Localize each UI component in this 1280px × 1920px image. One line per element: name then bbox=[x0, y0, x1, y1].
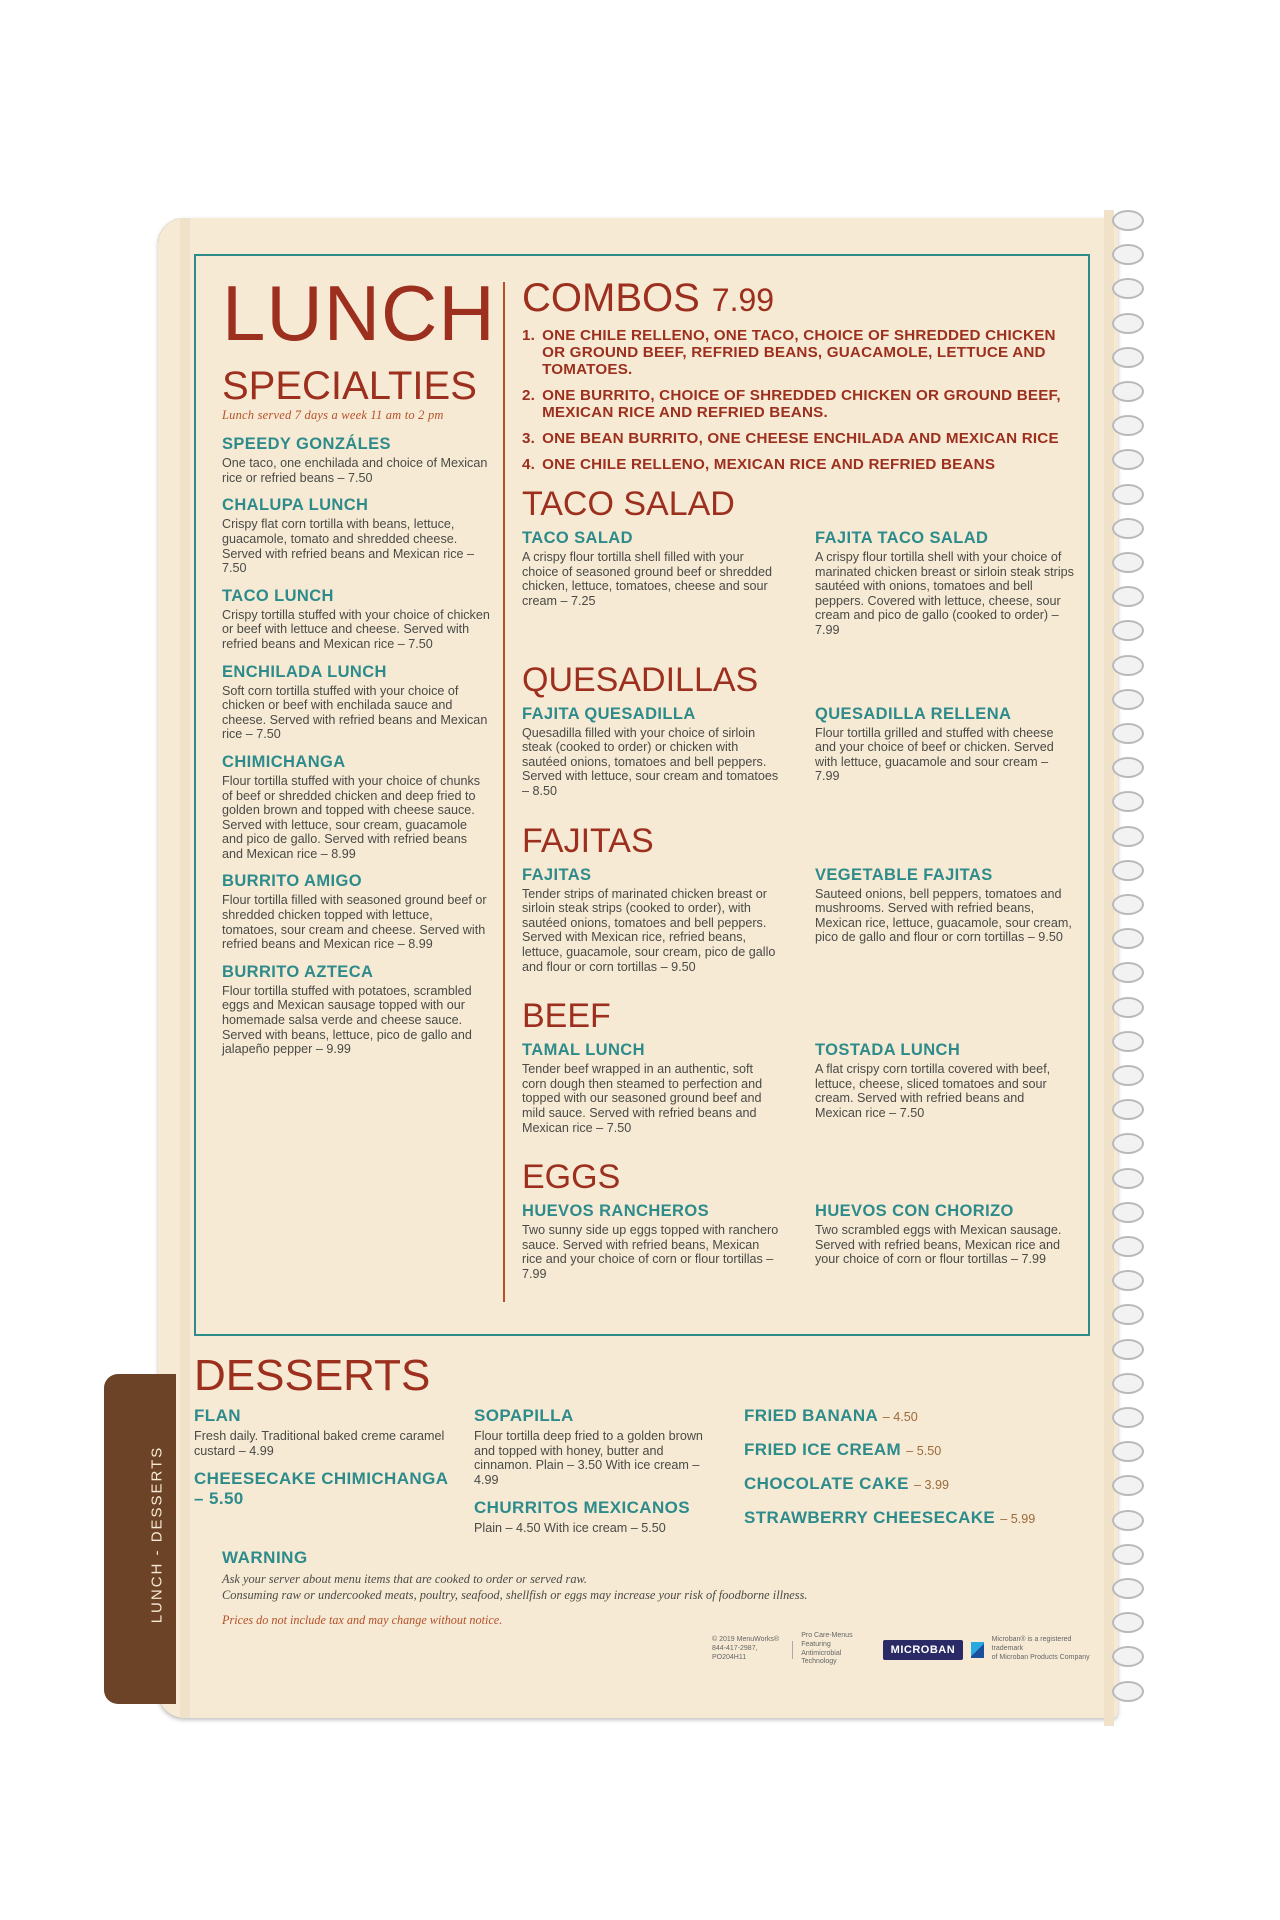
menu-item-description: Crispy tortilla stuffed with your choice of chicken or beef with lettuce and cheese. Served with refried beans and Mexican rice – 7.50 bbox=[222, 607, 490, 651]
spiral-ring bbox=[1112, 313, 1144, 334]
menu-item-description: Tender strips of marinated chicken breast or sirloin steak strips (cooked to order), with sautéed onions, tomatoes and bell peppers. Served with Mexican rice, refried beans, lettuce, guacamole, sour cream, pico de gallo and flour or corn tortillas – 9.50 bbox=[522, 886, 776, 974]
spiral-ring bbox=[1112, 1646, 1144, 1667]
footer-tech-line-1: Pro Care-Menus Featuring bbox=[801, 1632, 853, 1648]
spiral-ring bbox=[1112, 244, 1144, 265]
menu-section-column-right bbox=[815, 529, 1074, 649]
spiral-ring bbox=[1112, 689, 1144, 710]
spiral-ring bbox=[1112, 894, 1144, 915]
menu-item bbox=[222, 872, 490, 951]
menu-item-description: Flour tortilla stuffed with potatoes, scrambled eggs and Mexican sausage topped with our homemade salsa verde and cheese sauce. Served with beans, lettuce, pico de gallo and jalapeño pepper – 9.99 bbox=[222, 983, 472, 1057]
combo-item bbox=[522, 456, 1074, 473]
menu-item-description: Two sunny side up eggs topped with ranchero sauce. Served with refried beans, Mexican rice and your choice of corn or flour tortillas – 7.99 bbox=[522, 1223, 779, 1281]
dessert-name: CHEESECAKE CHIMICHANGA – 5.50 bbox=[194, 1469, 448, 1509]
desserts-column-2 bbox=[474, 1354, 722, 1547]
spiral-ring bbox=[1112, 757, 1144, 778]
combo-number: 4. bbox=[522, 456, 536, 474]
spiral-ring bbox=[1112, 1510, 1144, 1531]
menu-item-description: A flat crispy corn tortilla covered with beef, lettuce, cheese, sliced tomatoes and sour cream. Served with refried beans and Mexican rice – 7.50 bbox=[815, 1062, 1051, 1120]
menu-item-description: Flour tortilla filled with seasoned ground beef or shredded chicken topped with lettuce, tomatoes, sour cream and cheese. Served with refried beans and Mexican rice – 8.99 bbox=[222, 893, 487, 952]
menu-section-columns bbox=[522, 1041, 1074, 1146]
left-column bbox=[222, 269, 496, 1068]
desserts-title: DESSERTS bbox=[194, 1351, 431, 1400]
menu-item bbox=[222, 753, 490, 862]
right-column bbox=[522, 278, 1074, 1293]
menu-item bbox=[522, 529, 781, 608]
menu-item bbox=[815, 705, 1074, 784]
combo-text: ONE CHILE RELLENO, ONE TACO, CHOICE OF SHREDDED CHICKEN OR GROUND BEEF, REFRIED BEANS, GUACAMOLE, LETTUCE AND TOMATOES. bbox=[542, 327, 1056, 379]
desserts-grid bbox=[194, 1351, 1094, 1547]
menu-item-name: CHIMICHANGA bbox=[222, 752, 346, 771]
menu-section bbox=[522, 821, 1074, 986]
menu-item-name: SPEEDY GONZÁLES bbox=[222, 435, 391, 454]
side-tab-label: LUNCH - DESSERTS bbox=[148, 1445, 166, 1624]
dessert-name: CHOCOLATE CAKE bbox=[744, 1474, 915, 1493]
menu-section-title: TACO SALAD bbox=[522, 485, 735, 524]
menu-section-column-left bbox=[522, 1041, 781, 1146]
dessert-item bbox=[474, 1498, 722, 1536]
menu-item-name: QUESADILLA RELLENA bbox=[815, 704, 1012, 723]
spiral-ring bbox=[1112, 449, 1144, 470]
menu-section-title: EGGS bbox=[522, 1158, 621, 1197]
menu-item-description: Flour tortilla grilled and stuffed with cheese and your choice of beef or chicken. Served with lettuce, guacamole and sour cream – 7.99 bbox=[815, 725, 1054, 784]
menu-section-column-left bbox=[522, 705, 781, 810]
spiral-ring bbox=[1112, 278, 1144, 299]
menu-item-description: Quesadilla filled with your choice of sirloin steak (cooked to order) or chicken with sautéed onions, tomatoes and bell peppers. Served with lettuce, sour cream and tomatoes – 8.50 bbox=[522, 725, 779, 799]
dessert-item bbox=[744, 1406, 1044, 1426]
combo-text: ONE BEAN BURRITO, ONE CHEESE ENCHILADA AND MEXICAN RICE bbox=[542, 430, 1059, 448]
footer-tech-line-2: Antimicrobial Technology bbox=[801, 1649, 842, 1666]
menu-section-columns bbox=[522, 866, 1074, 986]
spiral-ring bbox=[1112, 381, 1144, 402]
spiral-ring bbox=[1112, 1544, 1144, 1565]
footer-trademark-block bbox=[992, 1636, 1092, 1662]
menu-section-title: FAJITAS bbox=[522, 821, 654, 860]
combo-text: ONE CHILE RELLENO, MEXICAN RICE AND REFRIED BEANS bbox=[542, 456, 996, 474]
dessert-name: SOPAPILLA bbox=[474, 1406, 574, 1425]
spiral-ring bbox=[1112, 962, 1144, 983]
spiral-ring bbox=[1112, 1339, 1144, 1360]
menu-item bbox=[522, 866, 781, 975]
dessert-item bbox=[744, 1440, 1044, 1460]
dessert-item bbox=[744, 1474, 1044, 1494]
menu-item-description: Flour tortilla stuffed with your choice of chunks of beef or shredded chicken and deep fried to golden brown and topped with cheese sauce. Served with lettuce, sour cream, guacamole and pico de gallo. Served with refried beans and Mexican rice – 8.99 bbox=[222, 773, 481, 861]
menu-item-description: Crispy flat corn tortilla with beans, lettuce, guacamole, tomato and shredded cheese. Served with refried beans and Mexican rice – 7.50 bbox=[222, 517, 475, 576]
lunch-served-note: Lunch served 7 days a week 11 am to 2 pm bbox=[222, 408, 444, 423]
spiral-ring bbox=[1112, 928, 1144, 949]
menu-section-column-right bbox=[815, 705, 1074, 810]
combo-item bbox=[522, 327, 1074, 378]
combos-title: COMBOS bbox=[522, 276, 700, 320]
footer-divider bbox=[792, 1641, 793, 1659]
menu-item-description: Sauteed onions, bell peppers, tomatoes and mushrooms. Served with refried beans, Mexican rice, lettuce, guacamole, sour cream, pico de gallo and flour or corn tortillas – 9.50 bbox=[815, 886, 1072, 945]
spiral-ring bbox=[1112, 210, 1144, 231]
spiral-ring bbox=[1112, 1202, 1144, 1223]
menu-item bbox=[522, 1202, 781, 1281]
dessert-price: – 4.50 bbox=[882, 1410, 918, 1424]
spiral-ring bbox=[1112, 723, 1144, 744]
menu-item-name: FAJITA TACO SALAD bbox=[815, 529, 989, 548]
menu-section-column-right bbox=[815, 1202, 1074, 1292]
menu-item-name: BURRITO AMIGO bbox=[222, 872, 362, 891]
side-tab bbox=[104, 1374, 176, 1704]
menu-item-description: A crispy flour tortilla shell with your choice of marinated chicken breast or sirloin steak strips sautéed with onions, tomatoes and bell peppers. Covered with lettuce, cheese, sour cream and pico de gallo (cooked to order) – 7.99 bbox=[815, 550, 1074, 638]
menu-item-name: FAJITA QUESADILLA bbox=[522, 704, 696, 723]
combos-header bbox=[522, 278, 1074, 319]
menu-item bbox=[815, 866, 1074, 945]
combos-price: 7.99 bbox=[711, 282, 775, 318]
menu-item-name: HUEVOS CON CHORIZO bbox=[815, 1202, 1014, 1221]
dessert-description: Flour tortilla deep fried to a golden brown and topped with honey, butter and cinnamon. Plain – 3.50 With ice cream – 4.99 bbox=[474, 1429, 703, 1487]
menu-section-title: QUESADILLAS bbox=[522, 660, 759, 699]
dessert-name: STRAWBERRY CHEESECAKE bbox=[744, 1508, 1001, 1527]
menu-item-name: TACO LUNCH bbox=[222, 586, 334, 605]
footer-trademark-line-2: of Microban Products Company bbox=[991, 1653, 1090, 1661]
spiral-ring bbox=[1112, 997, 1144, 1018]
menu-item-description: A crispy flour tortilla shell filled with your choice of seasoned ground beef or shredded chicken, lettuce, tomatoes, cheese and sour cream – 7.25 bbox=[522, 550, 772, 608]
footer bbox=[712, 1632, 1092, 1667]
menu-item-name: BURRITO AZTECA bbox=[222, 962, 374, 981]
spiral-ring bbox=[1112, 1475, 1144, 1496]
dessert-name: FLAN bbox=[194, 1406, 241, 1425]
spiral-ring bbox=[1112, 484, 1144, 505]
combo-number: 2. bbox=[522, 387, 536, 405]
menu-section-title: BEEF bbox=[522, 997, 611, 1036]
dessert-name: FRIED BANANA bbox=[744, 1406, 883, 1425]
column-divider bbox=[503, 282, 505, 1302]
spiral-ring bbox=[1112, 552, 1144, 573]
menu-section-column-right bbox=[815, 866, 1074, 986]
menu-item bbox=[815, 1202, 1074, 1267]
menu-item bbox=[222, 496, 490, 575]
spiral-ring bbox=[1112, 1578, 1144, 1599]
spiral-ring bbox=[1112, 1612, 1144, 1633]
spiral-ring bbox=[1112, 518, 1144, 539]
spiral-ring bbox=[1112, 1168, 1144, 1189]
spiral-ring bbox=[1112, 655, 1144, 676]
warning-line-1: Ask your server about menu items that are cooked to order or served raw. bbox=[222, 1572, 587, 1586]
menu-item-description: Tender beef wrapped in an authentic, soft corn dough then steamed to perfection and topped with our seasoned ground beef and mild sauce. Served with refried beans and Mexican rice – 7.50 bbox=[522, 1062, 763, 1135]
desserts-list-1 bbox=[194, 1406, 452, 1509]
menu-item-name: CHALUPA LUNCH bbox=[222, 496, 369, 515]
menu-item-description: Two scrambled eggs with Mexican sausage. Served with refried beans, Mexican rice and your choice of corn or flour tortillas – 7.99 bbox=[815, 1223, 1062, 1267]
combo-text: ONE BURRITO, CHOICE OF SHREDDED CHICKEN OR GROUND BEEF, MEXICAN RICE AND REFRIED BEANS. bbox=[542, 387, 1061, 422]
menu-section bbox=[522, 660, 1074, 810]
spiral-binding bbox=[1112, 210, 1154, 1726]
dessert-item bbox=[194, 1469, 452, 1509]
footer-copyright: © 2019 MenuWorks® bbox=[712, 1636, 779, 1644]
spiral-ring bbox=[1112, 1407, 1144, 1428]
microban-mark-icon bbox=[971, 1642, 983, 1658]
dessert-description: Fresh daily. Traditional baked creme caramel custard – 4.99 bbox=[194, 1429, 445, 1458]
desserts-section bbox=[194, 1351, 1094, 1547]
combos-list bbox=[522, 327, 1074, 473]
dessert-item bbox=[194, 1406, 452, 1458]
menu-section-column-right bbox=[815, 1041, 1074, 1146]
spiral-ring bbox=[1112, 1099, 1144, 1120]
footer-trademark-line-1: Microban® is a registered trademark bbox=[991, 1636, 1072, 1653]
spiral-ring bbox=[1112, 620, 1144, 641]
footer-copyright-block bbox=[712, 1636, 784, 1662]
menu-item-description: Soft corn tortilla stuffed with your choice of chicken or beef with enchilada sauce and cheese. Served with refried beans and Mexican rice – 7.50 bbox=[222, 683, 488, 742]
spiral-ring bbox=[1112, 826, 1144, 847]
spiral-ring bbox=[1112, 347, 1144, 368]
menu-sections bbox=[522, 487, 1074, 1292]
dessert-item bbox=[744, 1508, 1044, 1528]
spiral-ring bbox=[1112, 1304, 1144, 1325]
menu-section-columns bbox=[522, 1202, 1074, 1292]
board-inner-shade bbox=[180, 218, 190, 1718]
combo-item bbox=[522, 430, 1074, 447]
desserts-column-3 bbox=[744, 1354, 1044, 1547]
menu-section-column-left bbox=[522, 529, 781, 649]
microban-logo: MICROBAN bbox=[883, 1640, 964, 1660]
warning-title: WARNING bbox=[222, 1548, 308, 1567]
menu-item bbox=[815, 529, 1074, 638]
dessert-description: Plain – 4.50 With ice cream – 5.50 bbox=[474, 1521, 666, 1536]
specialties-item-list bbox=[222, 435, 490, 1057]
page-title: LUNCH bbox=[222, 269, 496, 357]
spiral-ring bbox=[1112, 1373, 1144, 1394]
menu-item-name: HUEVOS RANCHEROS bbox=[522, 1202, 710, 1221]
spiral-ring bbox=[1112, 791, 1144, 812]
footer-phone: 844-417-2987, PO204H11 bbox=[712, 1645, 758, 1661]
menu-section bbox=[522, 1160, 1074, 1292]
menu-item bbox=[522, 1041, 781, 1135]
warning-block bbox=[222, 1548, 1022, 1628]
menu-item bbox=[815, 1041, 1074, 1120]
menu-item-name: ENCHILADA LUNCH bbox=[222, 662, 387, 681]
dessert-name: CHURRITOS MEXICANOS bbox=[474, 1498, 691, 1518]
desserts-list-2 bbox=[474, 1406, 722, 1536]
menu-section-column-left bbox=[522, 866, 781, 986]
spiral-ring bbox=[1112, 1031, 1144, 1052]
desserts-list-3 bbox=[744, 1406, 1044, 1528]
menu-item bbox=[222, 435, 490, 485]
menu-item-name: VEGETABLE FAJITAS bbox=[815, 865, 993, 884]
spiral-ring bbox=[1112, 1133, 1144, 1154]
menu-item bbox=[222, 587, 490, 652]
menu-section-columns bbox=[522, 529, 1074, 649]
spiral-ring bbox=[1112, 1270, 1144, 1291]
combo-number: 1. bbox=[522, 327, 536, 344]
spiral-ring bbox=[1112, 1236, 1144, 1257]
dessert-item bbox=[474, 1406, 722, 1487]
dessert-price: – 3.99 bbox=[914, 1478, 950, 1492]
menu-section-column-left bbox=[522, 1202, 781, 1292]
spiral-ring bbox=[1112, 1065, 1144, 1086]
combo-item bbox=[522, 387, 1074, 421]
footer-tech-block bbox=[801, 1632, 874, 1667]
specialties-title: SPECIALTIES bbox=[222, 364, 477, 409]
warning-prices-note: Prices do not include tax and may change without notice. bbox=[222, 1613, 503, 1628]
menu-section bbox=[522, 487, 1074, 649]
dessert-name: FRIED ICE CREAM bbox=[744, 1440, 907, 1459]
menu-item bbox=[222, 663, 490, 742]
menu-item-description: One taco, one enchilada and choice of Mexican rice or refried beans – 7.50 bbox=[222, 456, 488, 485]
desserts-column-1 bbox=[194, 1351, 452, 1547]
menu-item-name: TACO SALAD bbox=[522, 529, 633, 548]
menu-item-name: FAJITAS bbox=[522, 865, 592, 884]
menu-item-name: TAMAL LUNCH bbox=[522, 1041, 645, 1060]
dessert-price: – 5.99 bbox=[1000, 1512, 1036, 1526]
combo-number: 3. bbox=[522, 430, 536, 448]
menu-section bbox=[522, 999, 1074, 1146]
menu-item bbox=[522, 705, 781, 799]
dessert-price: – 5.50 bbox=[906, 1444, 942, 1458]
spiral-ring bbox=[1112, 415, 1144, 436]
spiral-ring bbox=[1112, 1681, 1144, 1702]
menu-item-name: TOSTADA LUNCH bbox=[815, 1041, 961, 1060]
spiral-ring bbox=[1112, 1441, 1144, 1462]
spiral-ring bbox=[1112, 586, 1144, 607]
menu-item bbox=[222, 963, 490, 1057]
menu-section-columns bbox=[522, 705, 1074, 810]
warning-line-2: Consuming raw or undercooked meats, poultry, seafood, shellfish or eggs may increase your risk of foodborne illness. bbox=[222, 1588, 808, 1603]
spiral-ring bbox=[1112, 860, 1144, 881]
